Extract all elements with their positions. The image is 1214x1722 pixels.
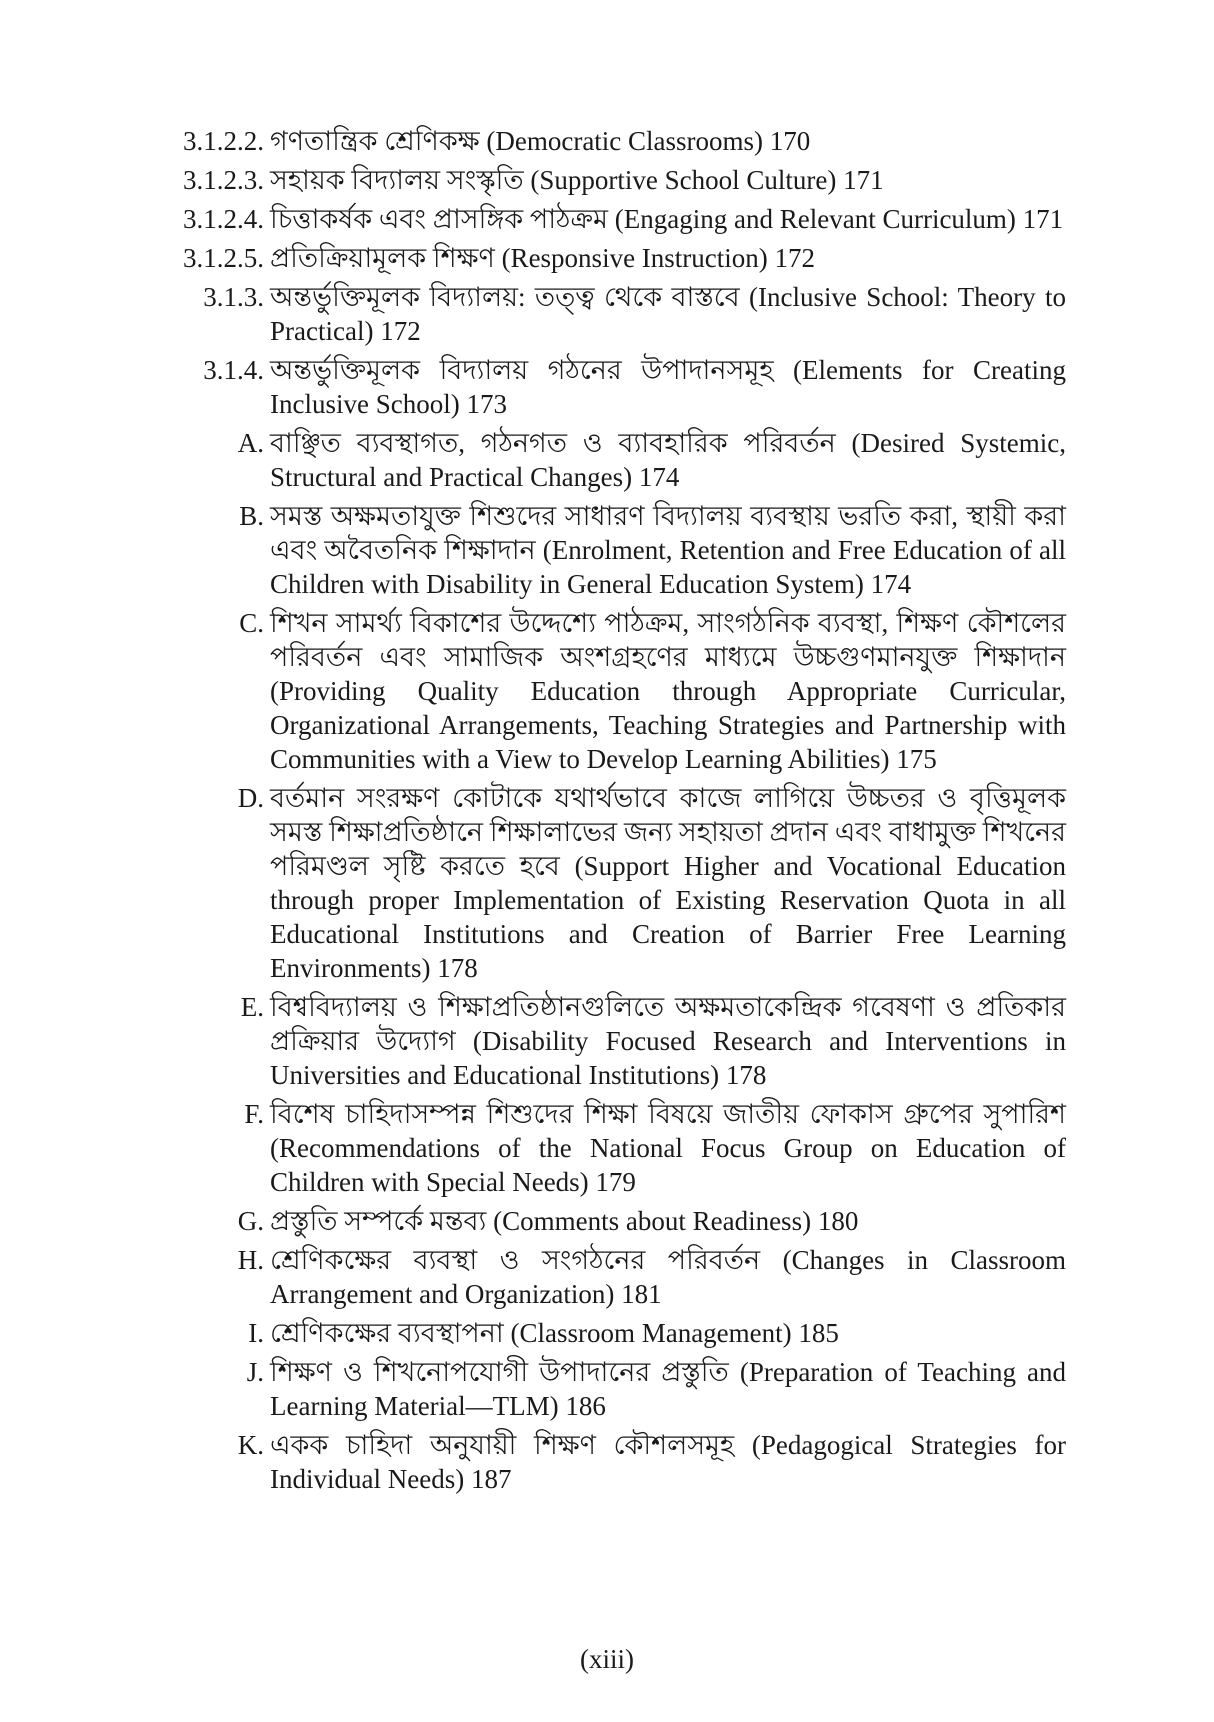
toc-entry-text: গণতান্ত্রিক শ্রেণিকক্ষ (Democratic Classrooms) 170 [270,126,811,156]
toc-entry-text: প্রতিক্রিয়ামূলক শিক্ষণ (Responsive Instruction) 172 [270,243,816,273]
toc-entry-text: বর্তমান সংরক্ষণ কোটাকে যথার্থভাবে কাজে লাগিয়ে উচ্চতর ও বৃত্তিমূলক সমস্ত শিক্ষাপ্রতিষ্ঠানে শিক্ষালাভের জন্য সহায়তা প্রদান এবং বাধামুক্ত শিখনের পরিমণ্ডল সৃষ্টি করতে হবে (Support Higher and Vocational Education through proper Implementation of Existing Reservation Quota in all Educational Institutions and Creation of Barrier Free Learning Environments) 178 [270,783,1066,983]
toc-entry [203,280,1066,348]
toc-entry-number: I. [248,1318,264,1348]
toc-entry [248,1316,1066,1350]
toc-entry-text: চিত্তাকর্ষক এবং প্রাসঙ্গিক পাঠক্রম (Engaging and Relevant Curriculum) 171 [270,204,1064,234]
toc-entry-text: অন্তর্ভুক্তিমূলক বিদ্যালয়: তত্ত্ব থেকে বাস্তবে (Inclusive School: Theory to Practical) 172 [270,282,1066,346]
toc-entry [237,1243,1066,1311]
toc-entry [239,606,1066,776]
toc-entry-text: অন্তর্ভুক্তিমূলক বিদ্যালয় গঠনের উপাদানসমূহ (Elements for Creating Inclusive School) 173 [270,355,1066,419]
toc-entry-text: বিশ্ববিদ্যালয় ও শিক্ষাপ্রতিষ্ঠানগুলিতে অক্ষমতাকেন্দ্রিক গবেষণা ও প্রতিকার প্রক্রিয়ার উদ্যোগ (Disability Focused Research and Interventions in Universities and Educational Institutions) 178 [270,992,1066,1090]
toc-entry [183,124,1066,158]
toc-entry-number: 3.1.2.5. [183,243,264,273]
toc-entry-text: শিখন সামর্থ্য বিকাশের উদ্দেশ্যে পাঠক্রম, সাংগঠনিক ব্যবস্থা, শিক্ষণ কৌশলের পরিবর্তন এবং সামাজিক অংশগ্রহণের মাধ্যমে উচ্চগুণমানযুক্ত শিক্ষাদান (Providing Quality Education through Appropriate Curricular, Organizational Arrangements, Teaching Strategies and Partnership with Communities with a View to Develop Learning Abilities) 175 [270,608,1066,774]
toc-entry-number: 3.1.2.3. [183,165,264,195]
table-of-contents [170,124,1066,1501]
toc-entry-text: শিক্ষণ ও শিখনোপযোগী উপাদানের প্রস্তুতি (Preparation of Teaching and Learning Material—TLM) 186 [270,1357,1066,1421]
toc-entry [237,426,1066,494]
toc-entry [239,499,1066,601]
toc-entry-number: 3.1.4. [203,355,264,385]
toc-entry-number: E. [240,992,264,1022]
toc-entry [237,1428,1066,1496]
toc-entry-text: প্রস্তুতি সম্পর্কে মন্তব্য (Comments about Readiness) 180 [270,1206,859,1236]
toc-entry [183,241,1066,275]
toc-entry-number: 3.1.2.4. [183,204,264,234]
toc-entry [183,202,1066,236]
toc-entry-number: H. [237,1245,264,1275]
toc-entry [237,1204,1066,1238]
toc-entry-number: G. [237,1206,264,1236]
toc-entry-text: বিশেষ চাহিদাসম্পন্ন শিশুদের শিক্ষা বিষয়ে জাতীয় ফোকাস গ্রুপের সুপারিশ (Recommendations of the National Focus Group on Education of Children with Special Needs) 179 [270,1099,1066,1197]
toc-entry-text: শ্রেণিকক্ষের ব্যবস্থাপনা (Classroom Management) 185 [270,1318,839,1348]
toc-entry-text: একক চাহিদা অনুযায়ী শিক্ষণ কৌশলসমূহ (Pedagogical Strategies for Individual Needs) 187 [270,1430,1066,1494]
toc-entry-text: শ্রেণিকক্ষের ব্যবস্থা ও সংগঠনের পরিবর্তন (Changes in Classroom Arrangement and Organization) 181 [270,1245,1066,1309]
toc-entry-number: 3.1.3. [203,282,264,312]
toc-entry-text: সমস্ত অক্ষমতাযুক্ত শিশুদের সাধারণ বিদ্যালয় ব্যবস্থায় ভরতি করা, স্থায়ী করা এবং অবৈতনিক শিক্ষাদান (Enrolment, Retention and Free Education of all Children with Disability in General Education System) 174 [270,501,1066,599]
toc-entry [246,1355,1066,1423]
page-number: (xiii) [580,1644,634,1674]
toc-entry-number: J. [246,1357,264,1387]
toc-entry-text: বাঞ্ছিত ব্যবস্থাগত, গঠনগত ও ব্যাবহারিক পরিবর্তন (Desired Systemic, Structural and Practical Changes) 174 [270,428,1066,492]
toc-entry-number: C. [239,608,264,638]
toc-entry-number: K. [237,1430,264,1460]
toc-entry-number: 3.1.2.2. [183,126,264,156]
toc-entry [240,990,1066,1092]
toc-entry [237,781,1066,985]
toc-entry-number: F. [244,1099,264,1129]
toc-entry-number: A. [237,428,264,458]
toc-entry [183,163,1066,197]
toc-entry [203,353,1066,421]
toc-entry-number: D. [237,783,264,813]
toc-entry-text: সহায়ক বিদ্যালয় সংস্কৃতি (Supportive School Culture) 171 [270,165,884,195]
toc-entry [244,1097,1066,1199]
toc-entry-number: B. [239,501,264,531]
